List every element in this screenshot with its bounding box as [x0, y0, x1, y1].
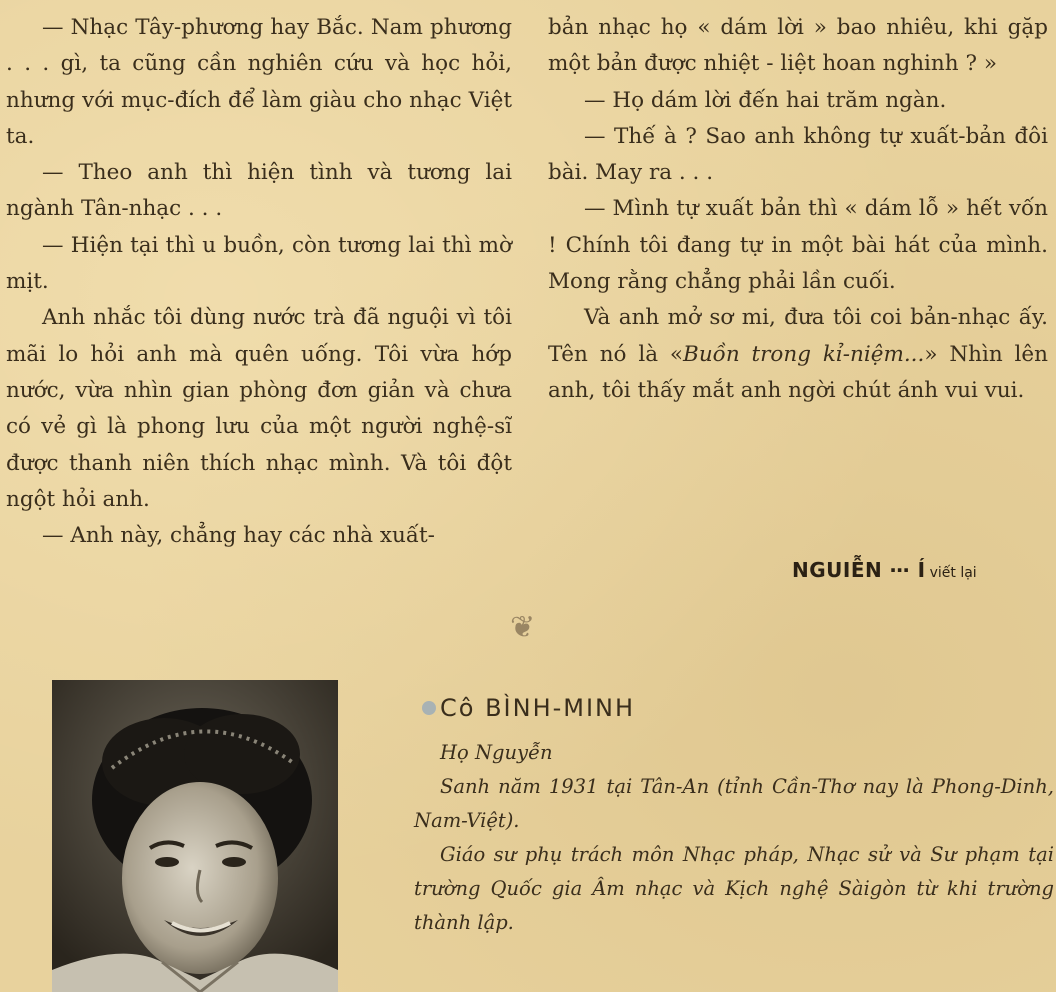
paragraph: Anh nhắc tôi dùng nước trà đã nguội vì tôi mãi lo hỏi anh mà quên uống. Tôi vừa hớp nước, vừa nhìn gian phòng đơn giản và chưa có vẻ gì là phong lưu của một người nghệ-sĩ được thanh niên thích nhạc mình. Và tôi đột ngột hỏi anh.: [6, 305, 512, 512]
bio-heading: [440, 688, 1054, 728]
article-right-column: [548, 10, 1048, 409]
signature-suffix: viết lại: [929, 565, 977, 581]
bio-title-text: Cô BÌNH-MINH: [440, 694, 636, 722]
biography-section: [414, 688, 1054, 940]
ornament-icon: ❦: [510, 610, 536, 645]
bullet-icon: [422, 701, 436, 715]
paragraph: — Mình tự xuất bản thì « dám lỗ » hết vốn ! Chính tôi đang tự in một bài hát của mình. Mong rằng chẳng phải lần cuối.: [548, 196, 1048, 295]
paragraph: — Họ dám lời đến hai trăm ngàn.: [584, 87, 947, 113]
bio-text: [414, 736, 1054, 940]
paragraph: — Nhạc Tây-phương hay Bắc. Nam phương . . . gì, ta cũng cần nghiên cứu và học hỏi, nhưng với mục-đích để làm giàu cho nhạc Việt ta.: [6, 15, 512, 149]
paragraph: — Anh này, chẳng hay các nhà xuất-: [42, 523, 435, 549]
article-left-column: [6, 10, 512, 554]
author-name: NGUIỄN ⋯ Í: [792, 558, 926, 582]
bio-line: Họ Nguyễn: [440, 741, 553, 764]
paragraph: bản nhạc họ « dám lời » bao nhiêu, khi gặp một bản được nhiệt - liệt hoan nghinh ? »: [548, 15, 1048, 77]
paragraph-text: Và anh mở sơ mi, đưa tôi coi bản-nhạc ấy. Tên nó là «: [548, 305, 1048, 367]
paragraph: — Thế à ? Sao anh không tự xuất-bản đôi bài. May ra . . .: [548, 123, 1048, 186]
paragraph: [548, 300, 1048, 409]
paragraph: — Hiện tại thì u buồn, còn tương lai thì mờ mịt.: [6, 232, 512, 295]
bio-line: Sanh năm 1931 tại Tân-An (tỉnh Cần-Thơ nay là Phong-Dinh, Nam-Việt).: [414, 775, 1054, 832]
paragraph: — Theo anh thì hiện tình và tương lai ngành Tân-nhạc . . .: [6, 160, 512, 222]
bio-line: Giáo sư phụ trách môn Nhạc pháp, Nhạc sử và Sư phạm tại trường Quốc gia Âm nhạc và Kịch nghệ Sàigòn từ khi trường thành lập.: [414, 843, 1054, 934]
paragraph-text: » Nhìn lên anh, tôi thấy mắt anh ngời chút ánh vui vui.: [548, 341, 1049, 403]
song-title: Buồn trong kỉ-niệm...: [683, 341, 925, 367]
author-signature: [792, 558, 977, 582]
portrait-photo: [52, 680, 338, 992]
